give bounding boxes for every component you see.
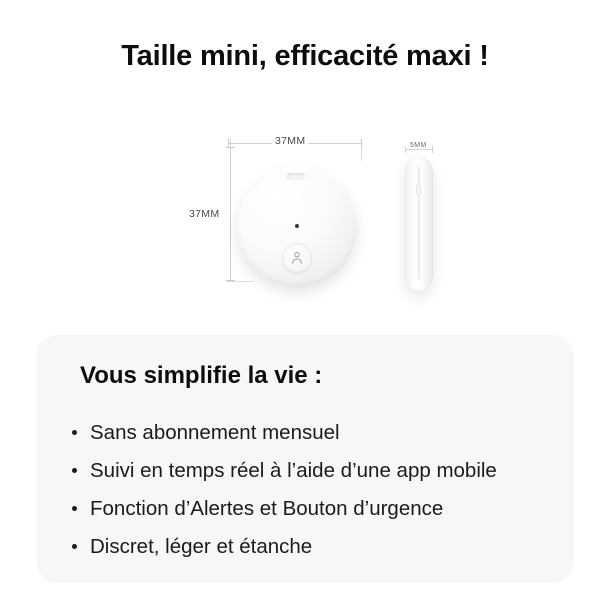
features-card (36, 335, 574, 583)
lanyard-hole (287, 173, 305, 180)
list-item: Fonction d’Alertes et Bouton d’urgence (58, 493, 556, 524)
sos-person-icon (289, 250, 305, 266)
tracker-front-view (237, 167, 357, 287)
sos-button[interactable] (282, 243, 312, 273)
dimension-guide-bottom-left (226, 281, 254, 282)
product-illustration (0, 125, 610, 320)
features-card-title: Vous simplifie la vie : (80, 362, 323, 389)
width-dimension-label: 37MM (272, 135, 308, 147)
thickness-dimension-line (405, 149, 433, 150)
microphone-hole-icon (295, 224, 299, 228)
list-item: Sans abonnement mensuel (58, 417, 556, 448)
height-dimension-line (230, 147, 231, 281)
tracker-side-view (405, 157, 433, 291)
list-item: Discret, léger et étanche (58, 531, 556, 562)
side-button-notch (416, 184, 421, 196)
list-item: Suivi en temps réel à l’aide d’une app mobile (58, 455, 556, 486)
page-title: Taille mini, efficacité maxi ! (121, 40, 489, 72)
height-dimension-label: 37MM (186, 208, 222, 220)
thickness-dimension-label: 5MM (410, 142, 427, 149)
features-list (58, 417, 556, 569)
